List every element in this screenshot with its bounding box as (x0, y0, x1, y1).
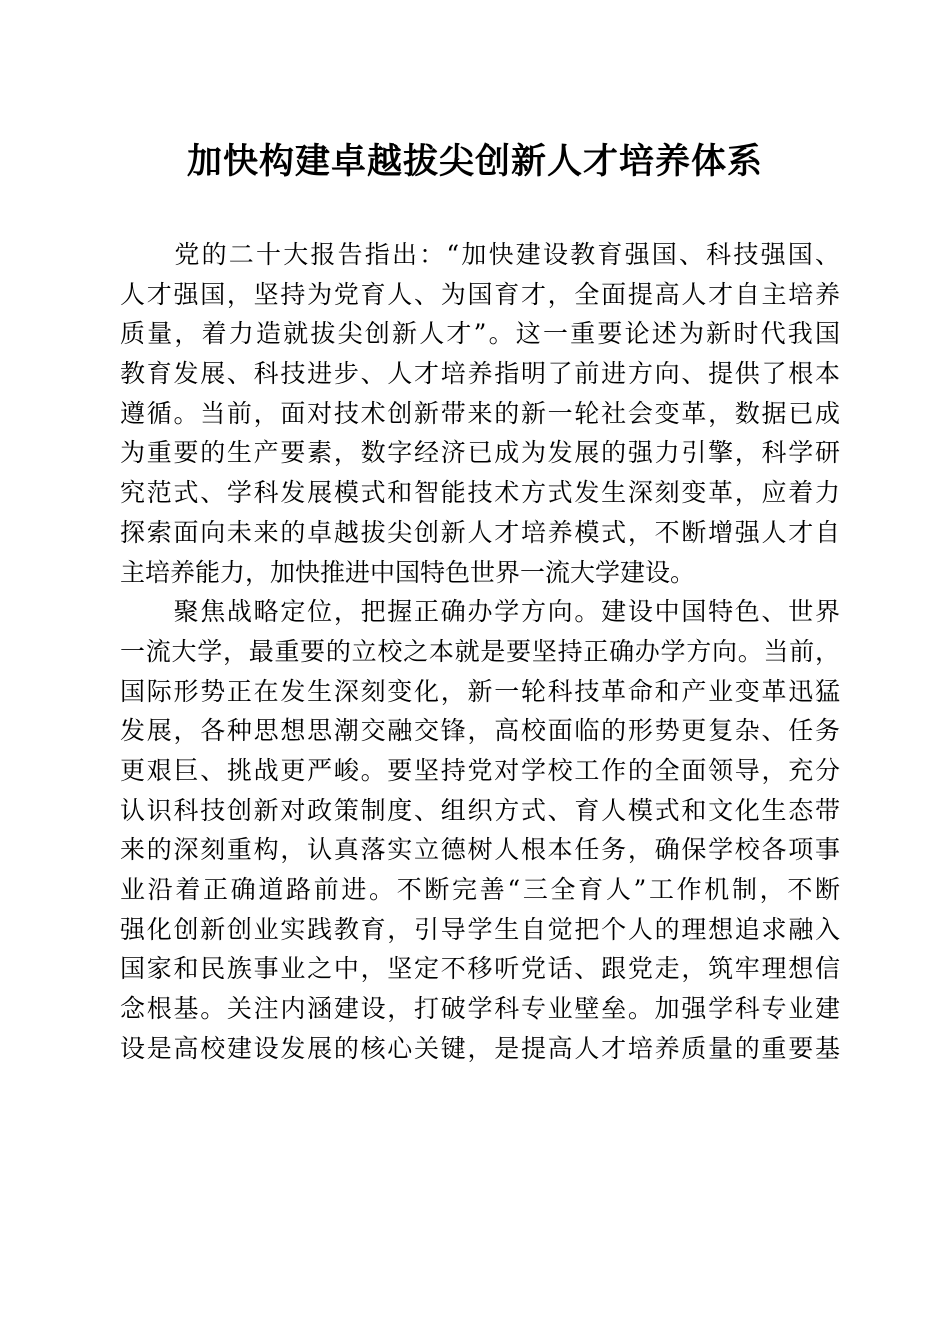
text-line: 业沿着正确道路前进。不断完善“三全育人”工作机制，不断 (120, 875, 840, 904)
text-line: 认识科技创新对政策制度、组织方式、育人模式和文化生态带 (120, 795, 840, 825)
text-line: 来的深刻重构，认真落实立德树人根本任务，确保学校各项事 (120, 835, 840, 865)
text-line: 探索面向未来的卓越拔尖创新人才培养模式，不断增强人才自 (120, 517, 840, 547)
text-line: 强化创新创业实践教育，引导学生自觉把个人的理想追求融入 (120, 914, 840, 944)
text-line: 遵循。当前，面对技术创新带来的新一轮社会变革，数据已成 (120, 398, 840, 428)
text-line: 人才强国，坚持为党育人、为国育才，全面提高人才自主培养 (120, 279, 840, 309)
document-body (120, 235, 840, 1068)
text-line: 为重要的生产要素，数字经济已成为发展的强力引擎，科学研 (120, 438, 840, 468)
text-line: 更艰巨、挑战更严峻。要坚持党对学校工作的全面领导，充分 (120, 755, 840, 785)
text-line: 教育发展、科技进步、人才培养指明了前进方向、提供了根本 (120, 359, 840, 389)
text-line: 党的二十大报告指出：“加快建设教育强国、科技强国、 (120, 240, 840, 269)
text-line: 念根基。关注内涵建设，打破学科专业壁垒。加强学科专业建 (120, 994, 840, 1024)
text-line: 质量，着力造就拔尖创新人才”。这一重要论述为新时代我国 (120, 319, 840, 349)
text-line: 设是高校建设发展的核心关键，是提高人才培养质量的重要基 (120, 1033, 840, 1063)
text-line: 国际形势正在发生深刻变化，新一轮科技革命和产业变革迅猛 (120, 676, 840, 706)
document-title: 加快构建卓越拔尖创新人才培养体系 (186, 141, 763, 182)
text-line: 主培养能力，加快推进中国特色世界一流大学建设。 (120, 557, 696, 587)
text-line: 一流大学，最重要的立校之本就是要坚持正确办学方向。当前， (120, 636, 840, 666)
text-line: 发展，各种思想思潮交融交锋，高校面临的形势更复杂、任务 (120, 716, 840, 746)
text-line: 究范式、学科发展模式和智能技术方式发生深刻变革，应着力 (120, 478, 840, 508)
text-line: 国家和民族事业之中，坚定不移听党话、跟党走，筑牢理想信 (120, 954, 840, 984)
text-line: 聚焦战略定位，把握正确办学方向。建设中国特色、世界 (120, 597, 840, 627)
